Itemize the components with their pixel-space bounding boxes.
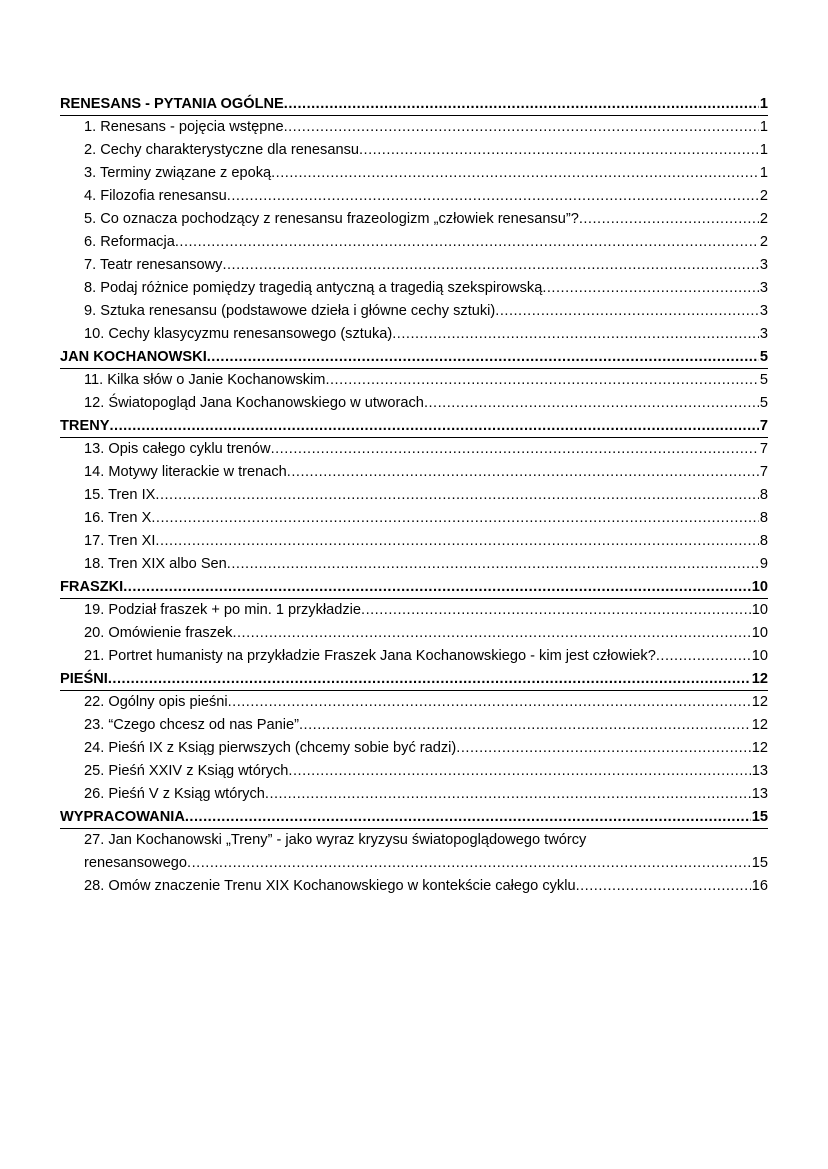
page-number: 3 [759, 280, 768, 296]
dot-leader [222, 254, 758, 277]
dot-leader [271, 438, 759, 461]
toc-item-title: 16. Tren X [84, 510, 152, 526]
toc-item[interactable] [60, 277, 768, 300]
toc-item[interactable] [60, 162, 768, 185]
toc-section-title: RENESANS - PYTANIA OGÓLNE [60, 96, 284, 112]
toc-section-heading[interactable] [60, 415, 768, 438]
toc-section-heading[interactable] [60, 93, 768, 116]
page-number: 7 [759, 418, 768, 434]
toc-item[interactable] [60, 783, 768, 806]
dot-leader [271, 162, 759, 185]
toc-item[interactable] [60, 369, 768, 392]
toc-item[interactable] [60, 875, 768, 898]
toc-item-title: 2. Cechy charakterystyczne dla renesansu [84, 142, 359, 158]
dot-leader [325, 369, 758, 392]
toc-item-title: 19. Podział fraszek + po min. 1 przykładzie [84, 602, 362, 618]
toc-item[interactable] [60, 553, 768, 576]
dot-leader [359, 139, 759, 162]
toc-item-title: 26. Pieśń V z Ksiąg wtórych [84, 786, 265, 802]
page-number: 5 [759, 349, 768, 365]
toc-item[interactable] [60, 829, 768, 875]
toc-item-title: 21. Portret humanisty na przykładzie Fraszek Jana Kochanowskiego - kim jest człowiek? [84, 648, 656, 664]
dot-leader [265, 783, 751, 806]
toc-item-title: 6. Reformacja [84, 234, 175, 250]
toc-item-title: 9. Sztuka renesansu (podstawowe dzieła i główne cechy sztuki) [84, 303, 496, 319]
toc-section-heading[interactable] [60, 346, 768, 369]
toc-section-title: WYPRACOWANIA [60, 809, 185, 825]
toc-item-title: 7. Teatr renesansowy [84, 257, 223, 273]
dot-leader [185, 806, 751, 829]
dot-leader [227, 185, 759, 208]
toc-item[interactable] [60, 622, 768, 645]
toc-item[interactable] [60, 507, 768, 530]
toc-section-title: JAN KOCHANOWSKI [60, 349, 207, 365]
toc-item[interactable] [60, 208, 768, 231]
toc-item[interactable] [60, 116, 768, 139]
page-number: 3 [759, 326, 768, 342]
dot-leader [175, 231, 759, 254]
toc-section-heading[interactable] [60, 668, 768, 691]
dot-leader [392, 323, 759, 346]
toc-item-title: 17. Tren XI [84, 533, 156, 549]
page-number: 8 [759, 533, 768, 549]
page-number: 12 [751, 717, 768, 733]
page-number: 1 [759, 96, 768, 112]
toc-item-title: 23. “Czego chcesz od nas Panie” [84, 717, 299, 733]
dot-leader [288, 760, 750, 783]
dot-leader [207, 346, 759, 369]
page-number: 1 [759, 119, 768, 135]
toc-item-title: 24. Pieśń IX z Ksiąg pierwszych (chcemy sobie być radzi) [84, 740, 457, 756]
toc-item-title: 14. Motywy literackie w trenach [84, 464, 287, 480]
toc-item-title: 25. Pieśń XXIV z Ksiąg wtórych [84, 763, 289, 779]
toc-item[interactable] [60, 231, 768, 254]
dot-leader [151, 507, 759, 530]
page-number: 15 [751, 855, 768, 871]
page-number: 8 [759, 487, 768, 503]
page-number: 12 [751, 694, 768, 710]
dot-leader [284, 93, 759, 116]
toc-item[interactable] [60, 645, 768, 668]
page-number: 12 [751, 740, 768, 756]
page-number: 1 [759, 165, 768, 181]
page-number: 16 [751, 878, 768, 894]
toc-item[interactable] [60, 438, 768, 461]
dot-leader [656, 645, 751, 668]
page-number: 2 [759, 211, 768, 227]
toc-item-title: 28. Omów znaczenie Trenu XIX Kochanowskiego w kontekście całego cyklu [84, 878, 576, 894]
toc-section-heading[interactable] [60, 576, 768, 599]
page-number: 1 [759, 142, 768, 158]
toc-item[interactable] [60, 300, 768, 323]
toc-item[interactable] [60, 737, 768, 760]
page-number: 10 [751, 602, 768, 618]
dot-leader [187, 852, 751, 875]
toc-item[interactable] [60, 691, 768, 714]
toc-item[interactable] [60, 530, 768, 553]
page-number: 2 [759, 188, 768, 204]
dot-leader [108, 668, 751, 691]
page-number: 13 [751, 763, 768, 779]
toc-item[interactable] [60, 323, 768, 346]
toc-item-title: 8. Podaj różnice pomiędzy tragedią antyczną a tragedią szekspirowską [84, 280, 543, 296]
dot-leader [123, 576, 751, 599]
toc-section-heading[interactable] [60, 806, 768, 829]
toc-item-title: 3. Terminy związane z epoką [84, 165, 272, 181]
page-number: 5 [759, 395, 768, 411]
page-number: 12 [751, 671, 768, 687]
dot-leader [579, 208, 759, 231]
toc-item-title: 27. Jan Kochanowski „Treny” - jako wyraz kryzysu światopoglądowego twórcy [84, 832, 587, 848]
dot-leader [576, 875, 751, 898]
toc-item-title-continuation: renesansowego [84, 855, 188, 871]
dot-leader [456, 737, 750, 760]
toc-item-title: 12. Światopogląd Jana Kochanowskiego w utworach [84, 395, 424, 411]
dot-leader [155, 530, 758, 553]
page-number: 10 [751, 625, 768, 641]
dot-leader [542, 277, 759, 300]
toc-item[interactable] [60, 599, 768, 622]
toc-item-title: 4. Filozofia renesansu [84, 188, 227, 204]
page-number: 8 [759, 510, 768, 526]
toc-item[interactable] [60, 714, 768, 737]
page-number: 9 [759, 556, 768, 572]
page-number: 3 [759, 303, 768, 319]
toc-section-title: TRENY [60, 418, 110, 434]
page-number: 13 [751, 786, 768, 802]
toc-item[interactable] [60, 760, 768, 783]
toc-item-title: 18. Tren XIX albo Sen [84, 556, 227, 572]
toc-item[interactable] [60, 139, 768, 162]
toc-item-title: 13. Opis całego cyklu trenów [84, 441, 271, 457]
toc-item[interactable] [60, 484, 768, 507]
dot-leader [361, 599, 751, 622]
page-number: 7 [759, 441, 768, 457]
dot-leader [228, 691, 751, 714]
dot-leader [495, 300, 759, 323]
dot-leader [227, 553, 759, 576]
page-number: 15 [751, 809, 768, 825]
page-number: 5 [759, 372, 768, 388]
toc-item[interactable] [60, 461, 768, 484]
toc-item-title: 10. Cechy klasycyzmu renesansowego (sztuka) [84, 326, 393, 342]
toc-item[interactable] [60, 254, 768, 277]
toc-section-title: PIEŚNI [60, 671, 108, 687]
toc-item-title: 15. Tren IX [84, 487, 156, 503]
table-of-contents [60, 93, 768, 898]
dot-leader [284, 116, 759, 139]
toc-item[interactable] [60, 185, 768, 208]
dot-leader [232, 622, 750, 645]
dot-leader [155, 484, 758, 507]
toc-section-title: FRASZKI [60, 579, 124, 595]
dot-leader [109, 415, 758, 438]
toc-item[interactable] [60, 392, 768, 415]
toc-item-title: 20. Omówienie fraszek [84, 625, 233, 641]
page-number: 10 [751, 579, 768, 595]
page-number: 3 [759, 257, 768, 273]
toc-item-title: 1. Renesans - pojęcia wstępne [84, 119, 284, 135]
page-number: 2 [759, 234, 768, 250]
page-number: 7 [759, 464, 768, 480]
dot-leader [287, 461, 759, 484]
dot-leader [299, 714, 751, 737]
toc-item-title: 22. Ogólny opis pieśni [84, 694, 228, 710]
toc-item-title: 11. Kilka słów o Janie Kochanowskim [84, 372, 326, 388]
dot-leader [424, 392, 759, 415]
page-number: 10 [751, 648, 768, 664]
toc-item-title: 5. Co oznacza pochodzący z renesansu frazeologizm „człowiek renesansu”? [84, 211, 579, 227]
